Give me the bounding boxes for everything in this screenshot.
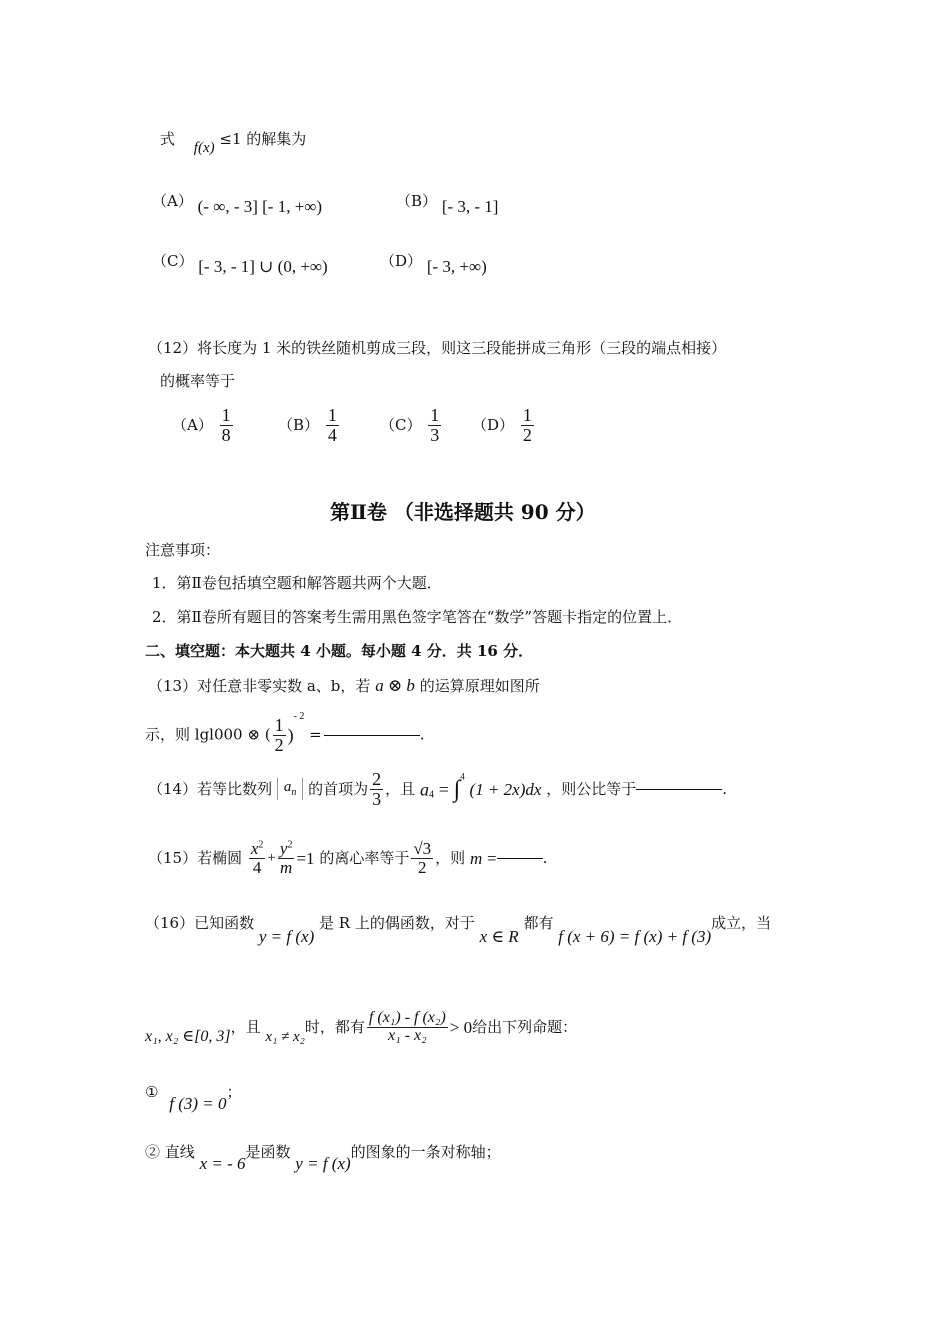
proposition-2: ② 直线 x = - 6是函数 y = f (x)的图象的一条对称轴； [145, 1143, 501, 1173]
q13-line2: 示，则 lgl000 ⊗ ( $\frac{1}{2}$ )$^{- 2}$ = . [145, 711, 425, 755]
q16-line1: （16）已知函数 y = f (x) 是 R 上的偶函数，对于 x ∈ R 都有 f (x + 6) = f (x) + f (3)成立，当 [145, 914, 772, 946]
q12-option-b: （B） $\frac{1}{4}$ [278, 405, 337, 445]
answer-blank[interactable] [636, 788, 722, 790]
fraction: $\frac{1}{3}$ [430, 405, 440, 445]
answer-blank[interactable] [497, 857, 543, 859]
notice-item-2: 2．第Ⅱ卷所有题目的答案考生需用黑色签字笔答在“数学”答题卡指定的位置上． [152, 608, 683, 626]
q13-line1: （13）对任意非零实数 a、b，若 a ⊗ b 的运算原理如图所 [148, 676, 540, 695]
q12-option-c: （C） $\frac{1}{3}$ [380, 405, 440, 445]
q11-option-b: （B） [- 3, - 1] [396, 192, 499, 216]
q11-option-c: （C） [- 3, - 1] ∪ (0, +∞) [152, 252, 328, 276]
q11-option-d: （D） [- 3, +∞) [380, 252, 487, 276]
integral-sign: ∫ [453, 776, 461, 803]
q11-option-a: （A） (- ∞, - 3] [- 1, +∞) [152, 192, 323, 216]
answer-blank[interactable] [324, 734, 420, 736]
fraction: $\frac{\text{f (x₁) - f (x₂)}}{\text{x₁ - x₂}}$ [368, 1009, 446, 1044]
fraction: $\frac{1}{2}$ [274, 714, 284, 755]
q11-fx: f(x) [193, 140, 215, 156]
fraction: $\frac{2}{3}$ [372, 769, 382, 809]
fraction: $\frac{x^2}{4}$ [250, 839, 264, 877]
sequence-an: $a_n$ [277, 778, 304, 800]
fraction: $\frac{y^2}{m}$ [279, 839, 293, 877]
fraction: $\frac{1}{8}$ [221, 405, 231, 445]
q15-line: （15）若椭圆 $\frac{x^2}{4}$ + $\frac{y^2}{m}$ =1 的离心率等于 $\frac{√3}{2}$ ，则 m = . [148, 839, 548, 877]
q16-line2: x₁, x₂ ∈[0, 3]，且 x₁ ≠ x₂时，都有 $\frac{\text{f (x₁) - f (x₂)}}{\text{x₁ - x₂}}$ > 0给出下列命题： [145, 1009, 578, 1046]
q14-line: （14）若等比数列 $a_n$ 的首项为 $\frac{2}{3}$ ，且 $a_4 = \int^4$ (1 + 2x)dx ，则公比等于 . [148, 769, 728, 809]
section-title: 第Ⅱ卷 （非选择题共 90 分） [330, 500, 596, 524]
fraction: $\frac{√3}{2}$ [413, 839, 432, 877]
notice-item-1: 1．第Ⅱ卷包括填空题和解答题共两个大题． [152, 574, 442, 592]
fraction: $\frac{1}{4}$ [327, 405, 337, 445]
q11-prefix: 式 [160, 130, 176, 148]
fraction: $\frac{1}{2}$ [522, 405, 532, 445]
fill-in-heading: 二、填空题：本大题共 4 小题。每小题 4 分．共 16 分． [145, 642, 534, 660]
q11-suffix: ≤1 的解集为 [219, 130, 307, 148]
q12-stem-line1: （12）将长度为 1 米的铁丝随机剪成三段，则这三段能拼成三角形（三段的端点相接） [148, 339, 727, 357]
q11-stem [160, 130, 307, 156]
q12-stem-line2: 的概率等于 [160, 372, 236, 390]
q13-operator: a ⊗ b [375, 676, 415, 695]
q12-option-a: （A） $\frac{1}{8}$ [172, 405, 231, 445]
proposition-1: ① f (3) = 0； [145, 1083, 242, 1113]
notice-heading: 注意事项： [145, 541, 221, 559]
q12-option-d: （D） $\frac{1}{2}$ [472, 405, 532, 445]
